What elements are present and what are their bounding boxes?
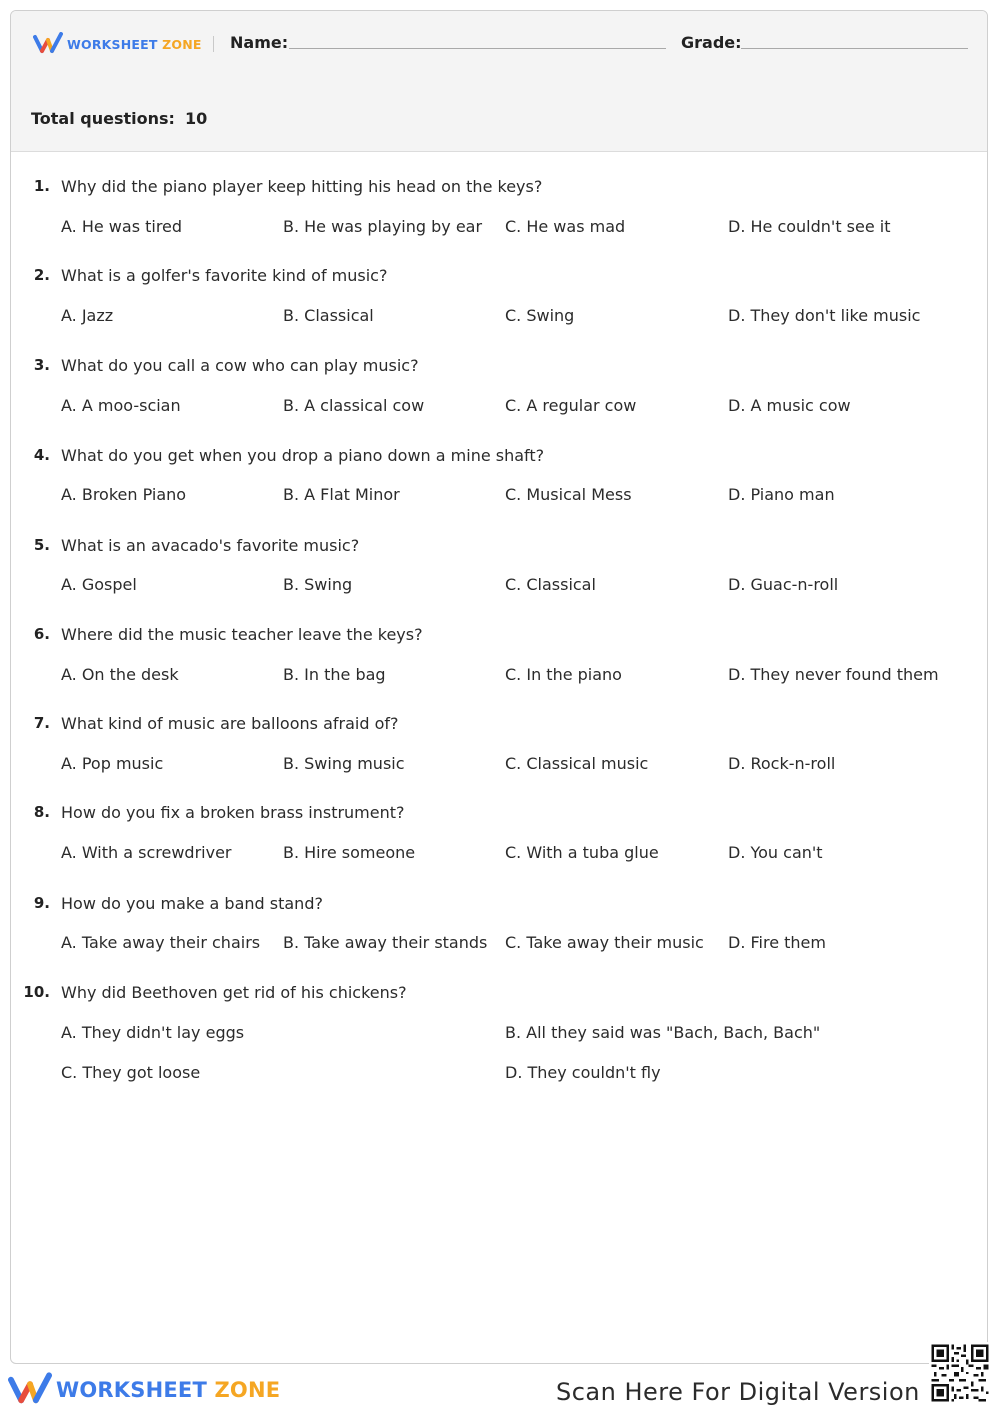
option-a: A. Gospel — [61, 575, 137, 594]
option-a: A. Take away their chairs — [61, 933, 261, 952]
option-d: D. They never found them — [728, 665, 939, 684]
option-c: C. Musical Mess — [505, 485, 632, 504]
worksheet-header — [11, 11, 987, 152]
question-text: How do you make a band stand? — [61, 894, 323, 913]
option-b: B. A classical cow — [283, 396, 425, 415]
question-text: What is a golfer's favorite kind of music? — [61, 266, 388, 285]
footer-brand-name — [56, 1378, 280, 1402]
option-a: A. With a screwdriver — [61, 843, 232, 862]
option-a: A. He was tired — [61, 217, 183, 236]
question-text: Where did the music teacher leave the keys? — [61, 625, 423, 644]
name-field[interactable] — [289, 48, 666, 49]
page-footer — [0, 1364, 1000, 1414]
option-d: D. Piano man — [728, 485, 835, 504]
option-b: B. A Flat Minor — [283, 485, 400, 504]
question-text: Why did Beethoven get rid of his chickens? — [61, 983, 407, 1002]
option-a: A. Broken Piano — [61, 485, 187, 504]
option-a: A. On the desk — [61, 665, 179, 684]
brand-name — [67, 37, 202, 52]
option-d: D. Guac-n-roll — [728, 575, 839, 594]
option-c: C. With a tuba glue — [505, 843, 659, 862]
option-c: C. They got loose — [61, 1063, 201, 1082]
option-b: B. Swing music — [283, 754, 405, 773]
footer-brand-logo — [8, 1372, 280, 1408]
question-text: What do you call a cow who can play music? — [61, 356, 419, 375]
brand-word-2: ZONE — [162, 36, 202, 52]
question-number: 1. — [33, 177, 50, 195]
question-number: 4. — [33, 446, 50, 464]
option-c: C. Classical — [505, 575, 596, 594]
qr-code-icon[interactable] — [929, 1342, 991, 1404]
question-text: What kind of music are balloons afraid of? — [61, 714, 399, 733]
option-a: A. A moo-scian — [61, 396, 181, 415]
option-b: B. In the bag — [283, 665, 386, 684]
option-d: D. He couldn't see it — [728, 217, 891, 236]
question-number: 6. — [33, 625, 50, 643]
option-b: B. Swing — [283, 575, 353, 594]
brand-word-1: WORKSHEET — [67, 36, 158, 52]
question-text: How do you fix a broken brass instrument? — [61, 803, 405, 822]
option-a: A. Jazz — [61, 306, 114, 325]
option-b: B. He was playing by ear — [283, 217, 483, 236]
worksheet-zone-logo-icon — [33, 32, 63, 56]
option-c: C. He was mad — [505, 217, 626, 236]
total-questions — [31, 109, 207, 128]
brand-word-1: WORKSHEET — [56, 1378, 207, 1402]
brand-logo — [33, 31, 202, 57]
question-number: 7. — [33, 714, 50, 732]
grade-label: Grade: — [681, 33, 742, 52]
question-number: 3. — [33, 356, 50, 374]
option-a: A. They didn't lay eggs — [61, 1023, 245, 1042]
question-number: 2. — [33, 266, 50, 284]
option-c: C. In the piano — [505, 665, 622, 684]
grade-field[interactable] — [741, 48, 968, 49]
option-d: D. Rock-n-roll — [728, 754, 836, 773]
question-number: 5. — [33, 536, 50, 554]
option-b: B. Classical — [283, 306, 374, 325]
option-c: C. Classical music — [505, 754, 649, 773]
worksheet — [10, 10, 988, 1364]
total-questions-value: 10 — [184, 109, 208, 128]
option-c: C. Swing — [505, 306, 575, 325]
option-b: B. Take away their stands — [283, 933, 488, 952]
option-b: B. Hire someone — [283, 843, 416, 862]
worksheet-zone-logo-icon — [8, 1372, 52, 1408]
option-d: D. Fire them — [728, 933, 826, 952]
option-a: A. Pop music — [61, 754, 164, 773]
question-text: What do you get when you drop a piano down a mine shaft? — [61, 446, 545, 465]
total-questions-label: Total questions: — [31, 109, 175, 128]
question-number: 8. — [33, 803, 50, 821]
option-d: D. They couldn't fly — [505, 1063, 661, 1082]
brand-word-2: ZONE — [214, 1378, 281, 1402]
scan-prompt: Scan Here For Digital Version — [556, 1378, 920, 1406]
option-d: D. They don't like music — [728, 306, 921, 325]
question-number: 10. — [23, 983, 50, 1001]
option-b: B. All they said was "Bach, Bach, Bach" — [505, 1023, 821, 1042]
option-c: C. Take away their music — [505, 933, 704, 952]
option-d: D. A music cow — [728, 396, 851, 415]
question-text: Why did the piano player keep hitting his head on the keys? — [61, 177, 543, 196]
question-text: What is an avacado's favorite music? — [61, 536, 360, 555]
option-c: C. A regular cow — [505, 396, 637, 415]
logo-divider — [213, 36, 214, 52]
option-d: D. You can't — [728, 843, 823, 862]
question-number: 9. — [33, 894, 50, 912]
name-label: Name: — [230, 33, 289, 52]
